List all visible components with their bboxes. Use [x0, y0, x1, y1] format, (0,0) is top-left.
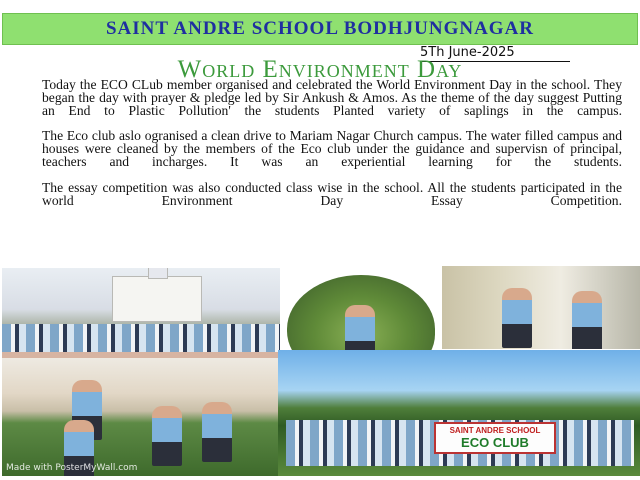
sign-club-name: ECO CLUB	[461, 435, 529, 450]
watermark: Made with PosterMyWall.com	[6, 463, 138, 473]
student-kneeling	[202, 402, 232, 462]
event-date: 5Th June-2025	[420, 45, 515, 60]
student-cleaning	[502, 288, 532, 348]
school-name: SAINT ANDRE SCHOOL BODHJUNGNAGAR	[105, 18, 535, 39]
photo-students-planting	[2, 352, 278, 476]
church-building	[112, 276, 202, 322]
paragraph-essay-competition: The essay competition was also conducted class wise in the school. All the students participated in the world Environment Day Essay Competition.	[42, 179, 622, 208]
page-title: World Environment Day	[177, 56, 463, 83]
student-cleaning	[572, 291, 602, 349]
photo-clean-drive	[442, 266, 640, 349]
photo-eco-club-group	[278, 350, 640, 476]
photo-group-church	[2, 268, 280, 360]
paragraph-clean-drive: The Eco club aslo ogranised a clean drive to Mariam Nagar Church campus. The water filled campus and houses were cleaned by the members of the Eco club under the guidance and supervisn of principal, teachers and incharges. It was an experiential learning for the students.	[42, 128, 622, 169]
school-name-banner	[2, 13, 638, 45]
paragraph-tree-planting: Today the ECO CLub member organised and celebrated the World Environment Day in the school. They began the day with prayer & pledge led by Sir Ankush & Amos. As the theme of the day suggest Putting an End to Plastic Pollution' the students Planted variety of saplings in the campus.	[42, 77, 622, 118]
sign-school-name: SAINT ANDRE SCHOOL	[449, 426, 541, 435]
student-kneeling	[152, 406, 182, 466]
eco-club-sign	[434, 422, 556, 454]
article-body	[42, 79, 622, 220]
